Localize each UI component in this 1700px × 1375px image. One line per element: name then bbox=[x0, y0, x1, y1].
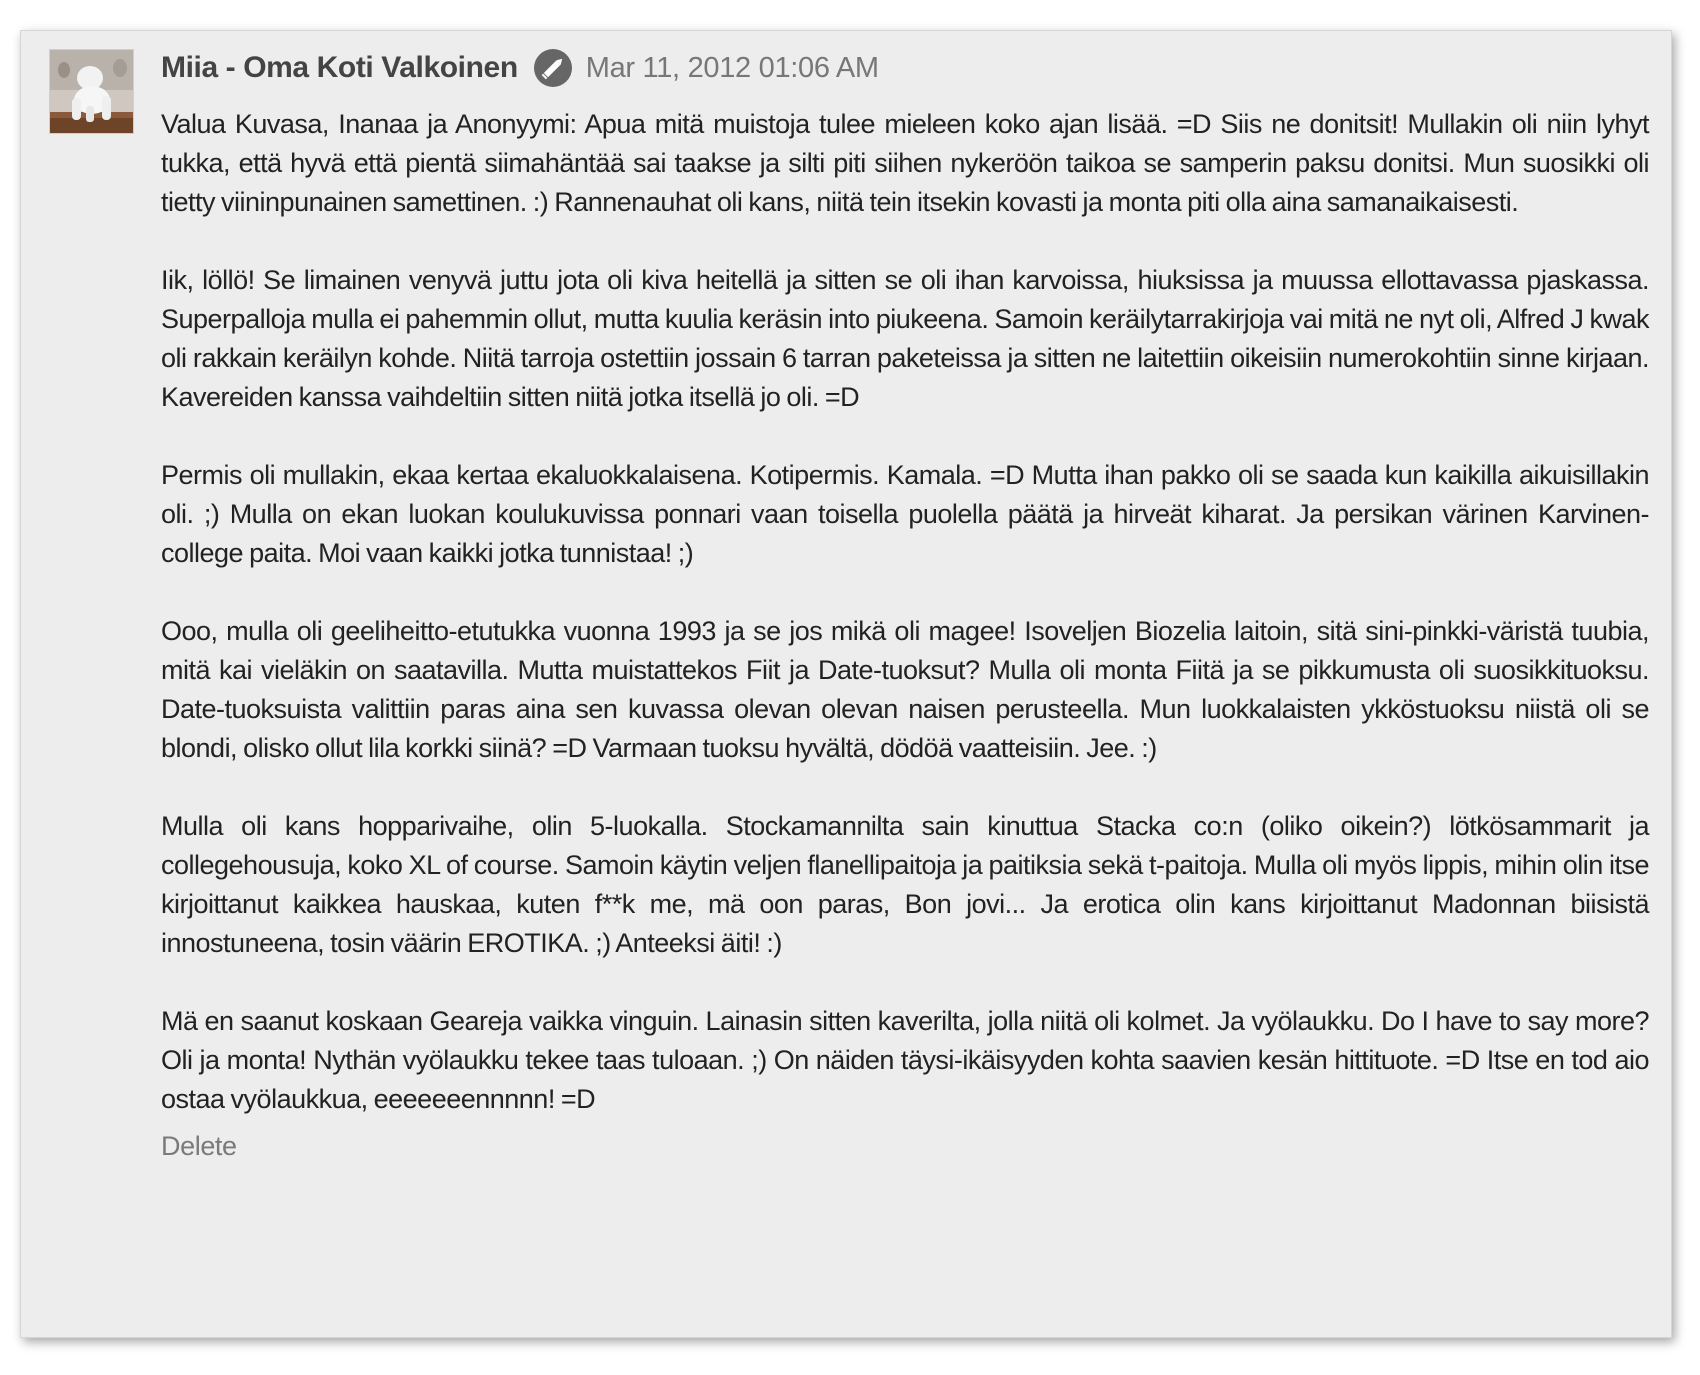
comment-timestamp: Mar 11, 2012 01:06 AM bbox=[585, 51, 879, 84]
comment-paragraph: Mä en saanut koskaan Geareja vaikka vinguin. Lainasin sitten kaverilta, jolla niitä oli kolmet. Ja vyölaukku. Do I have to say more? Oli ja monta! Nythän vyölaukku tekee taas tuloaan. ;) On näiden täysi-ikäisyyden kohta saavien kesän hittituote. =D Itse en tod aio ostaa vyölaukkua, eeeeeeennnnn! =D bbox=[161, 1006, 1649, 1114]
comment-card bbox=[20, 30, 1672, 1338]
comment-paragraph: Mulla oli kans hopparivaihe, olin 5-luokalla. Stockamannilta sain kinuttua Stacka co:n (oliko oikein?) lötkösammarit ja collegehousuja, koko XL of course. Samoin käytin veljen flanellipaitoja ja paitiksia sekä t-paitoja. Mulla oli myös lippis, mihin olin itse kirjoittanut kaikkea hauskaa, kuten f**k me, mä oon paras, Bon jovi... Ja erotica olin kans kirjoittanut Madonnan biisistä innostuneena, tosin väärin EROTIKA. ;) Anteeksi äiti! :) bbox=[161, 811, 1649, 958]
avatar[interactable] bbox=[49, 49, 134, 134]
comment-paragraph: Valua Kuvasa, Inanaa ja Anonyymi: Apua mitä muistoja tulee mieleen koko ajan lisää. =D Siis ne donitsit! Mullakin oli niin lyhyt tukka, että hyvä että pientä siimahäntää sai taakse ja silti piti siihen nykeröön taikoa se samperin paksu donitsi. Mun suosikki oli tietty viininpunainen samettinen. :) Rannenauhat oli kans, niitä tein itsekin kovasti ja monta piti olla aina samanaikaisesti. bbox=[161, 109, 1649, 217]
comment-meta bbox=[161, 45, 1649, 91]
avatar-photo-icon bbox=[50, 50, 134, 134]
comment-body bbox=[161, 45, 1649, 1162]
comment-paragraph: Permis oli mullakin, ekaa kertaa ekaluokkalaisena. Kotipermis. Kamala. =D Mutta ihan pakko oli se saada kun kaikilla aikuisillakin oli. ;) Mulla on ekan luokan koulukuvissa ponnari vaan toisella puolella päätä ja hirveät kiharat. Ja persikan värinen Karvinen-college paita. Moi vaan kaikki jotka tunnistaa! ;) bbox=[161, 460, 1649, 568]
author-name[interactable]: Miia - Oma Koti Valkoinen bbox=[161, 51, 518, 84]
comment-paragraph: Iik, löllö! Se limainen venyvä juttu jota oli kiva heitellä ja sitten se oli ihan karvoissa, hiuksissa ja muussa ellottavassa pjaskassa. Superpalloja mulla ei pahemmin ollut, mutta kuulia keräsin into piukeena. Samoin keräilytarrakirjoja vai mitä ne nyt oli, Alfred J kwak oli rakkain keräilyn kohde. Niitä tarroja ostettiin jossain 6 tarran paketeissa ja sitten ne laitettiin oikeisiin numerokohtiin sinne kirjaan. Kavereiden kanssa vaihdeltiin sitten niitä jotka itsellä jo oli. =D bbox=[161, 265, 1649, 412]
pencil-icon[interactable] bbox=[532, 47, 574, 89]
comment-paragraph: Ooo, mulla oli geeliheitto-etutukka vuonna 1993 ja se jos mikä oli magee! Isoveljen Biozelia laitoin, sitä sini-pinkki-väristä tuubia, mitä kai vieläkin on saatavilla. Mutta muistattekos Fiit ja Date-tuoksut? Mulla oli monta Fiitä ja se pikkumusta oli suosikkituoksu. Date-tuoksuista valittiin paras aina sen kuvassa olevan olevan naisen perusteella. Mun luokkalaisten ykköstuoksu niistä oli se blondi, olisko ollut lila korkki siinä? =D Varmaan tuoksu hyvältä, dödöä vaatteisiin. Jee. :) bbox=[161, 616, 1649, 763]
delete-link[interactable]: Delete bbox=[161, 1131, 237, 1161]
comment-text bbox=[161, 105, 1649, 1119]
